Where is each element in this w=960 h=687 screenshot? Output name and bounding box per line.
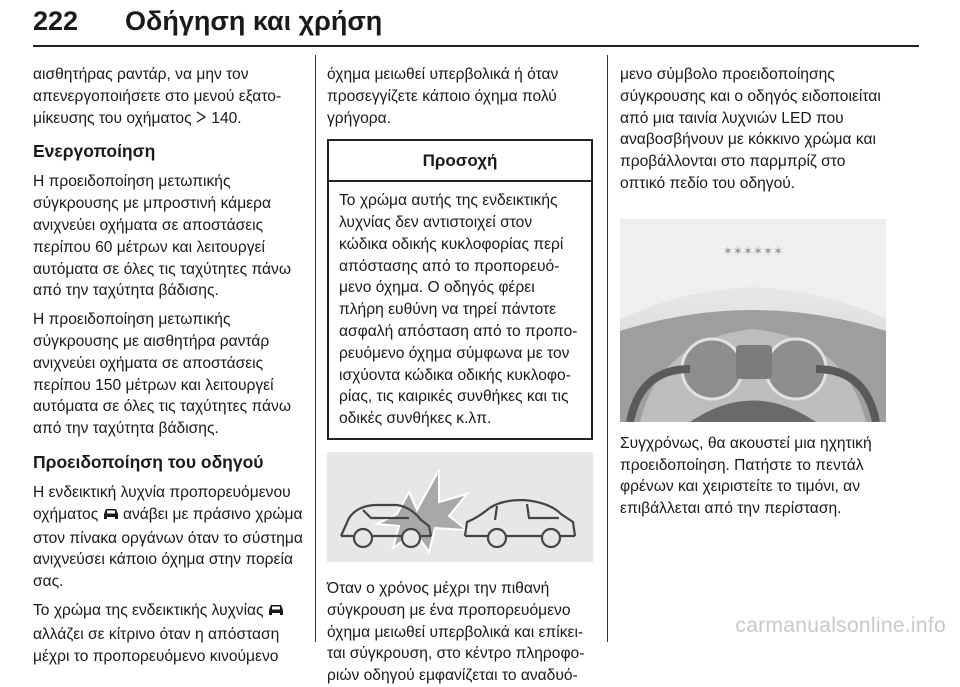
intro-paragraph: αισθητήρας ραντάρ, να μην τον απενεργοποιήσετε στο μενού εξατομίκευσης του οχήματος 140. <box>33 64 305 129</box>
collision-illustration <box>327 452 593 562</box>
windshield-led-illustration <box>620 219 886 422</box>
chapter-title: Οδήγηση και χρήση <box>125 6 383 36</box>
column-3 <box>620 64 892 520</box>
warning-text: Το χρώμα αυτής της ενδεικτικής λυχνίας δεν αντιστοιχεί στον κώδικα οδικής κυκλοφορίας περί απόστασης από το προπορευόμενο όχημα. Ο οδηγός φέρει πλήρη ευθύνη να τηρεί πάντοτε ασφαλή απόσταση από το προπορευόμενο όχημα σύμφωνα με τον ισχύοντα κώδικα οδικής κυκλοφορίας, τις καιρικές συνθήκες και τις οδικές συνθήκες κ.λπ. <box>339 192 578 428</box>
heading-driver-warning: Προειδοποίηση του οδηγού <box>33 451 264 472</box>
collision-warning-graphic <box>327 452 593 562</box>
paragraph-indicator-color: Το χρώμα της ενδεικτικής λυχνίας αλλάζει σε κίτρινο όταν η απόσταση μέχρι το προπορευόμενο κινούμενο <box>33 600 305 667</box>
page-reference-arrow-icon <box>196 108 207 130</box>
column-divider-1 <box>315 55 316 642</box>
vehicle-ahead-icon <box>268 602 284 624</box>
warning-box <box>327 139 593 440</box>
column-2 <box>327 64 593 687</box>
paragraph-popup-warning: Όταν ο χρόνος μέχρι την πιθανή σύγκρουση με ένα προπορευόμενο όχημα μειωθεί υπερβολικά και επίκειται σύγκρουση, στο κέντρο πληροφοριών οδηγού εμφανίζεται το αναδυό- <box>327 579 585 685</box>
paragraph-continuation: όχημα μειωθεί υπερβολικά ή όταν προσεγγίζετε κάποιο όχημα πολύ γρήγορα. <box>327 66 559 127</box>
page-header <box>33 6 928 42</box>
dashboard-graphic <box>620 219 886 422</box>
page-number: 222 <box>33 6 79 36</box>
led-strip-icon <box>723 244 783 258</box>
column-1 <box>33 64 305 667</box>
svg-text:✶✶✶✶✶✶: ✶✶✶✶✶✶ <box>722 243 784 258</box>
page-reference: 140. <box>211 109 242 127</box>
watermark: carmanualsonline.info <box>735 614 946 637</box>
header-rule <box>33 45 919 47</box>
paragraph-indicator: Η ενδεικτική λυχνία προπορευόμενου οχήματος ανάβει με πράσινο χρώμα στον πίνακα οργάνων όταν το σύστημα ανιχνεύσει κάποιο όχημα στην πορεία σας. <box>33 483 303 591</box>
vehicle-ahead-icon <box>103 506 119 528</box>
paragraph-camera: Η προειδοποίηση μετωπικής σύγκρουσης με μπροστινή κάμερα ανιχνεύει οχήματα σε αποστάσεις περίπου 60 μέτρων και λειτουργεί αυτόματα σε όλες τις ταχύτητες πάνω από την ταχύτητα βάδισης. <box>33 173 291 300</box>
warning-title: Προσοχή <box>329 141 591 182</box>
paragraph-radar: Η προειδοποίηση μετωπικής σύγκρουσης με αισθητήρα ραντάρ ανιχνεύει οχήματα σε αποστάσεις περίπου 150 μέτρων και λειτουργεί αυτόματα σε όλες τις ταχύτητες πάνω από την ταχύτητα βάδισης. <box>33 311 291 438</box>
paragraph-led-strip: μενο σύμβολο προειδοποίησης σύγκρουσης και ο οδηγός ειδοποιείται από μια ταινία λυχνιών LED που αναβοσβήνουν με κόκκινο χρώμα και προβάλλονται στο παρμπρίζ στο οπτικό πεδίο του οδηγού. <box>620 66 881 192</box>
heading-activation: Ενεργοποίηση <box>33 141 156 162</box>
column-divider-2 <box>607 55 608 642</box>
paragraph-audible-warning: Συγχρόνως, θα ακουστεί μια ηχητική προειδοποίηση. Πατήστε το πεντάλ φρένων και χειριστείτε το τιμόνι, αν επιβάλλεται από την περίσταση. <box>620 434 872 518</box>
